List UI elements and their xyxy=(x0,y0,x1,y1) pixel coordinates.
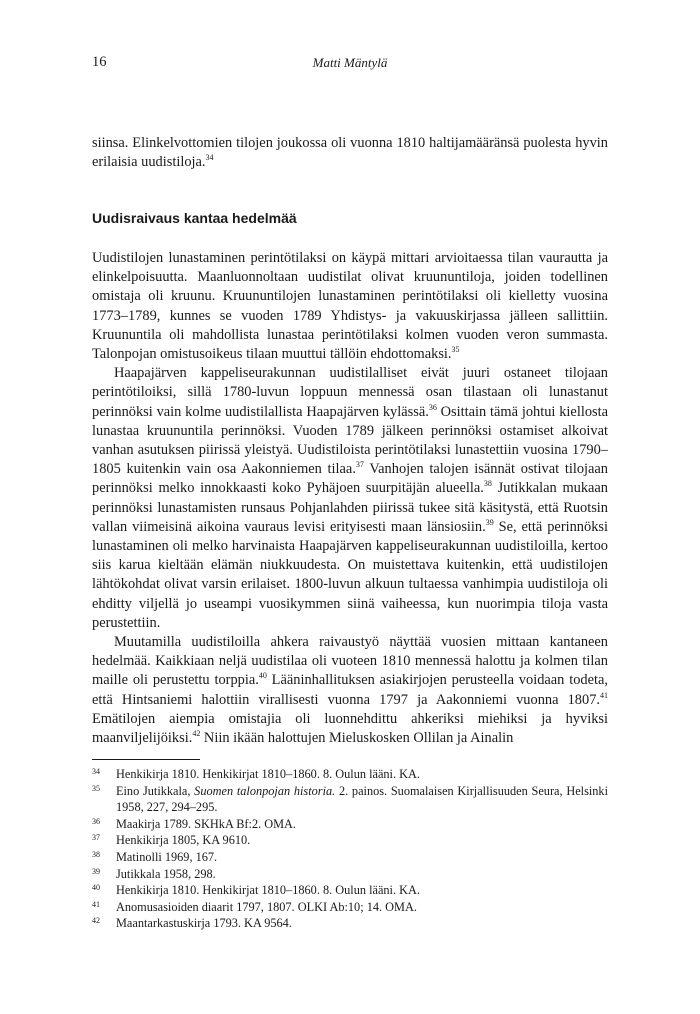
footnote-item xyxy=(92,783,608,816)
footnote-ref: 39 xyxy=(485,518,494,528)
paragraph-text: Emätilojen aiempia omistajia oli luonnehdittu ahkeriksi miehiksi ja hyviksi maanviljelijöiksi. xyxy=(92,710,608,747)
section-heading: Uudisraivaus kantaa hedelmää xyxy=(92,210,297,226)
footnote-ref: 34 xyxy=(205,153,214,163)
footnote-ref: 35 xyxy=(451,345,460,355)
footnote-text: Anomusasioiden diaarit 1797, 1807. OLKI Ab:10; 14. OMA. xyxy=(116,899,417,914)
paragraph-text: Muutamilla uudistiloilla ahkera raivaustyö näyttää vuosien mittaan kantaneen hedelmää. Kaikkiaan neljä uudistilaa oli vuoteen 1810 mennessä halottu ja kolmen tilan maille oli perustettu torppia. xyxy=(92,634,608,689)
footnote-item xyxy=(92,915,608,932)
footnote-number: 38 xyxy=(92,849,100,859)
footnote-item xyxy=(92,899,608,916)
footnote-text: Matinolli 1969, 167. xyxy=(116,849,218,864)
footnote-ref: 41 xyxy=(600,690,608,700)
footnote-item xyxy=(92,866,608,883)
paragraph-text: Vanhojen talojen isännät ostivat tilojaan perinnöksi melko innokkaasti koko Pyhäjoen suurpitäjän alueella. xyxy=(92,461,608,497)
paragraph-text: Osittain tämä johtui kiellosta lunastaa kruununtila perinnöksi. Vuoden 1789 jälkeen perinnöksi ostamiset alkoivat vanhan asutuksen piirissä yleistyä. Uudistiloista perintötilaksi lunastettiin vuosina 1790–1805 kuitenkin vain osa Aakonniemen tilaa. xyxy=(92,403,608,478)
paragraph-text: Haapajärven kappeliseurakunnan uudistilalliset eivät juuri ostaneet tilojaan perintötiloiksi, sillä 1780-luvun loppuun mennessä osan tilastaan oli lunastanut perinnöksi vain kolme uudistilallista Haapajärven kylässä. xyxy=(92,365,608,420)
running-title: Matti Mäntylä xyxy=(312,55,388,70)
footnote-item xyxy=(92,816,608,833)
footnote-ref: 40 xyxy=(258,671,267,681)
footnote-divider xyxy=(92,759,200,760)
footnote-number: 35 xyxy=(92,783,100,793)
footnote-number: 37 xyxy=(92,833,100,843)
footnote-text: Maantarkastuskirja 1793. KA 9564. xyxy=(116,916,292,931)
footnotes xyxy=(92,766,608,932)
footnote-text: Maakirja 1789. SKHkA Bf:2. OMA. xyxy=(116,816,297,831)
paragraph-2 xyxy=(92,364,608,633)
paragraph-text: Se, että perinnöksi lunastaminen oli melko harvinaista Haapajärven kappeliseurakunnan uudistiloilla, kertoo siis karua kieltään elämän niukkuudesta. On muistettava kuitenkin, että uudistilojen lähtökohdat olivat varsin erilaiset. 1800-luvun alkuun tultaessa vanhimpia uudistiloja oli ehditty viljellä jo useampi vuosikymmen siinä vaiheessa, kun nuorimpia tiloja vasta perustettiin. xyxy=(92,518,608,631)
body-text xyxy=(92,249,608,748)
footnote-item xyxy=(92,849,608,866)
footnote-ref: 42 xyxy=(192,729,201,739)
footnote-ref: 38 xyxy=(483,479,492,489)
paragraph-text: Niin ikään halottujen Mieluskosken Ollilan ja Ainalin xyxy=(200,730,514,747)
paragraph-text: Jutikkalan mukaan perinnöksi lunastamisten runsaus Pohjanlahden piirissä tukee sitä käsitystä, että Ruotsin vallan viimeisinä aikoina vauraus levisi erityisesti maan länsiosiin. xyxy=(92,480,608,535)
paragraph-3 xyxy=(92,633,608,748)
footnote-item xyxy=(92,882,608,899)
footnote-ref: 37 xyxy=(355,460,364,470)
footnote-ref: 36 xyxy=(428,402,437,412)
footnote-item xyxy=(92,766,608,783)
intro-paragraph xyxy=(92,134,608,172)
paragraph-text: Uudistilojen lunastaminen perintötilaksi on käypä mittari arvioitaessa tilan vaurautta ja elinkelpoisuutta. Maanluonnoltaan uudistilat olivat kruununtiloja, joiden todellinen omistaja oli kruunu. Kruununtilojen lunastaminen perintötilaksi oli kielletty vuosina 1773–1789, kunnes se vuoden 1789 Yhdistys- ja vakuuskirjassa jälleen sallittiin. Kruununtila oli mahdollista lunastaa perintötilaksi kolmen vuoden veron summasta. Talonpojan omistusoikeus tilaan muuttui tällöin ehdottomaksi. xyxy=(92,250,608,363)
page-header xyxy=(92,54,608,74)
footnote-text: Henkikirja 1810. Henkikirjat 1810–1860. 8. Oulun lääni. KA. xyxy=(116,767,420,781)
footnote-text: Henkikirja 1810. Henkikirjat 1810–1860. 8. Oulun lääni. KA. xyxy=(116,883,420,898)
intro-text: siinsa. Elinkelvottomien tilojen joukossa oli vuonna 1810 haltijamääränsä puolesta hyvin erilaisia uudistiloja. xyxy=(92,135,608,171)
footnote-number: 41 xyxy=(92,899,100,909)
footnote-text: Henkikirja 1805, KA 9610. xyxy=(116,833,251,848)
footnote-number: 39 xyxy=(92,866,100,876)
footnote-number: 34 xyxy=(92,767,100,776)
paragraph-text: Lääninhallituksen asiakirjojen perusteella voidaan todeta, että Hintsaniemi halottiin virallisesti vuonna 1797 ja Aakonniemi vuonna 1807. xyxy=(92,672,608,708)
footnote-item xyxy=(92,832,608,849)
footnote-number: 42 xyxy=(92,916,100,926)
footnote-number: 36 xyxy=(92,816,100,826)
page-number: 16 xyxy=(92,54,107,70)
footnote-number: 40 xyxy=(92,883,100,893)
paragraph-1 xyxy=(92,249,608,364)
footnote-text: Jutikkala 1958, 298. xyxy=(116,866,216,881)
footnote-text: Eino Jutikkala, Suomen talonpojan historia. 2. painos. Suomalaisen Kirjallisuuden Seura, Helsinki 1958, 227, 294–295. xyxy=(116,783,608,815)
